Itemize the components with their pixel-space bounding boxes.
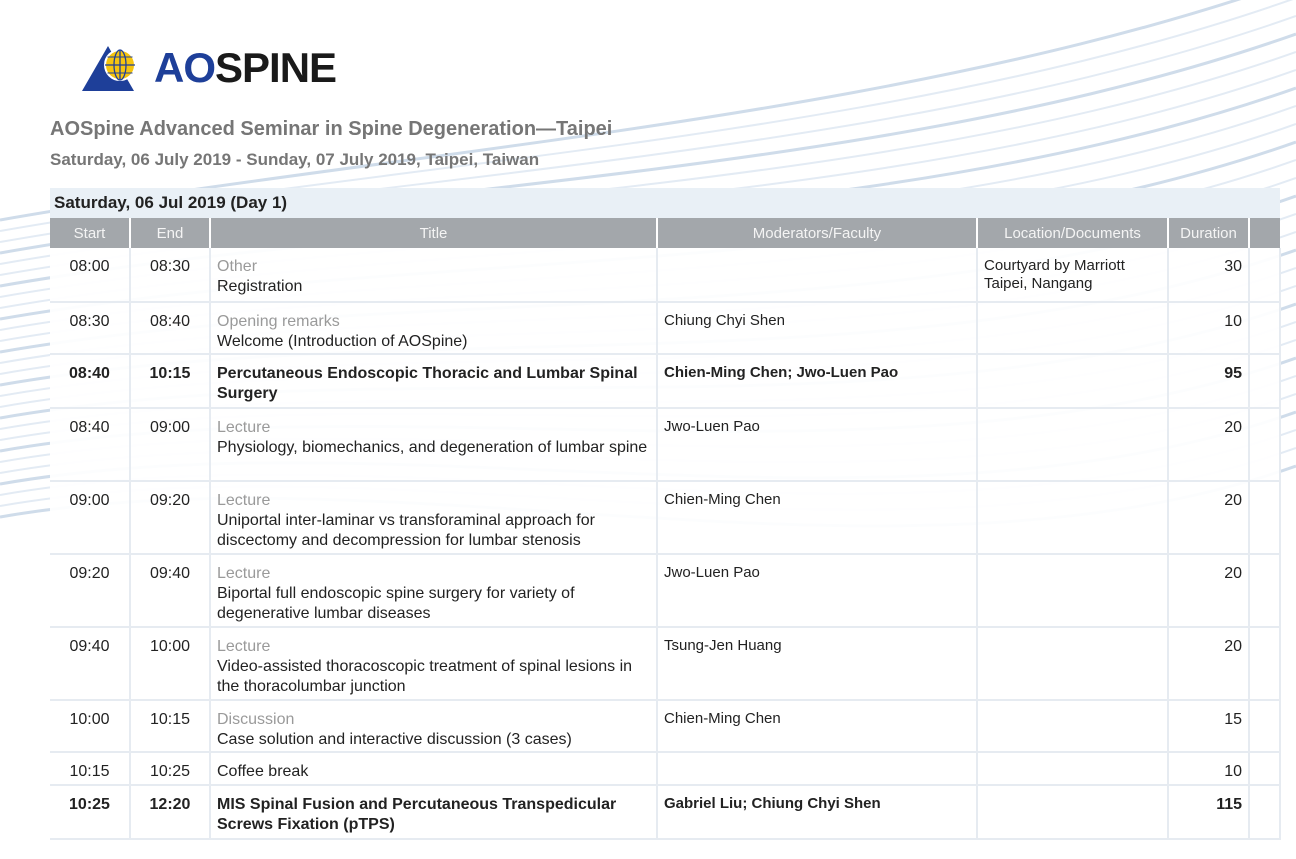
moderators-cell: Gabriel Liu; Chiung Chyi Shen	[657, 785, 977, 839]
start-time: 09:20	[50, 554, 130, 627]
end-time: 10:15	[130, 354, 210, 408]
break-row	[50, 752, 1280, 785]
table-header-row	[50, 218, 1280, 248]
moderators-cell	[657, 752, 977, 785]
moderators-cell: Chien-Ming Chen	[657, 700, 977, 752]
logo-text-spine: SPINE	[215, 44, 337, 91]
item-title: MIS Spinal Fusion and Percutaneous Transpedicular Screws Fixation (pTPS)	[217, 796, 617, 833]
location-cell: Courtyard by Marriott Taipei, Nangang	[977, 248, 1168, 302]
start-time: 10:25	[50, 785, 130, 839]
column-header-start: Start	[50, 218, 130, 248]
aospine-logo	[80, 42, 336, 94]
schedule-table	[50, 218, 1281, 840]
item-category: Lecture	[217, 492, 271, 509]
item-category: Lecture	[217, 419, 271, 436]
column-header-location: Location/Documents	[977, 218, 1168, 248]
item-title: Video-assisted thoracoscopic treatment of spinal lesions in the thoracolumbar junction	[217, 658, 633, 695]
start-time: 08:40	[50, 408, 130, 481]
item-category: Opening remarks	[217, 313, 340, 330]
title-cell	[210, 302, 657, 354]
location-cell	[977, 354, 1168, 408]
duration-cell: 95	[1168, 354, 1249, 408]
filler-cell	[1249, 627, 1280, 700]
day-header: Saturday, 06 Jul 2019 (Day 1)	[50, 188, 1280, 218]
title-cell	[210, 627, 657, 700]
logo-text-ao: AO	[154, 44, 215, 91]
table-row	[50, 248, 1280, 302]
end-time: 10:25	[130, 752, 210, 785]
filler-cell	[1249, 554, 1280, 627]
location-cell	[977, 627, 1168, 700]
item-category: Lecture	[217, 565, 271, 582]
start-time: 09:40	[50, 627, 130, 700]
item-title: Coffee break	[217, 763, 309, 780]
globe-triangle-icon	[80, 43, 142, 93]
event-dates: Saturday, 06 July 2019 - Sunday, 07 July 2019, Taipei, Taiwan	[50, 150, 540, 169]
filler-cell	[1249, 408, 1280, 481]
end-time: 09:40	[130, 554, 210, 627]
filler-cell	[1249, 354, 1280, 408]
table-row	[50, 627, 1280, 700]
duration-cell: 20	[1168, 408, 1249, 481]
filler-cell	[1249, 752, 1280, 785]
location-cell	[977, 302, 1168, 354]
start-time: 08:00	[50, 248, 130, 302]
moderators-cell: Chiung Chyi Shen	[657, 302, 977, 354]
filler-cell	[1249, 481, 1280, 554]
start-time: 09:00	[50, 481, 130, 554]
item-title: Case solution and interactive discussion (3 cases)	[217, 731, 572, 748]
table-row	[50, 302, 1280, 354]
session-row	[50, 785, 1280, 839]
duration-cell: 10	[1168, 302, 1249, 354]
table-row	[50, 700, 1280, 752]
location-cell	[977, 752, 1168, 785]
location-cell	[977, 554, 1168, 627]
column-header-end: End	[130, 218, 210, 248]
background-wave-line	[0, 0, 1296, 220]
duration-cell: 20	[1168, 481, 1249, 554]
item-title: Physiology, biomechanics, and degeneration of lumbar spine	[217, 439, 648, 456]
filler-cell	[1249, 700, 1280, 752]
column-header-moderators: Moderators/Faculty	[657, 218, 977, 248]
day-schedule	[50, 188, 1280, 840]
title-cell	[210, 785, 657, 839]
moderators-cell: Chien-Ming Chen	[657, 481, 977, 554]
title-cell	[210, 752, 657, 785]
end-time: 09:00	[130, 408, 210, 481]
moderators-cell: Chien-Ming Chen; Jwo-Luen Pao	[657, 354, 977, 408]
item-category: Discussion	[217, 711, 295, 728]
event-title: AOSpine Advanced Seminar in Spine Degeneration—Taipei	[50, 118, 613, 140]
start-time: 08:30	[50, 302, 130, 354]
session-row	[50, 354, 1280, 408]
moderators-cell: Jwo-Luen Pao	[657, 408, 977, 481]
duration-cell: 15	[1168, 700, 1249, 752]
table-row	[50, 554, 1280, 627]
table-row	[50, 408, 1280, 481]
duration-cell: 20	[1168, 554, 1249, 627]
filler-cell	[1249, 785, 1280, 839]
title-cell	[210, 248, 657, 302]
end-time: 10:15	[130, 700, 210, 752]
moderators-cell	[657, 248, 977, 302]
location-cell	[977, 408, 1168, 481]
end-time: 08:30	[130, 248, 210, 302]
item-title: Biportal full endoscopic spine surgery for variety of degenerative lumbar diseases	[217, 585, 575, 622]
item-title: Percutaneous Endoscopic Thoracic and Lumbar Spinal Surgery	[217, 365, 638, 402]
item-category: Lecture	[217, 638, 271, 655]
end-time: 12:20	[130, 785, 210, 839]
moderators-cell: Jwo-Luen Pao	[657, 554, 977, 627]
start-time: 10:00	[50, 700, 130, 752]
moderators-cell: Tsung-Jen Huang	[657, 627, 977, 700]
end-time: 10:00	[130, 627, 210, 700]
location-cell	[977, 481, 1168, 554]
duration-cell: 10	[1168, 752, 1249, 785]
column-header-duration: Duration	[1168, 218, 1249, 248]
logo-wordmark	[154, 44, 337, 91]
location-cell	[977, 700, 1168, 752]
item-title: Welcome (Introduction of AOSpine)	[217, 333, 468, 350]
filler-cell	[1249, 302, 1280, 354]
end-time: 09:20	[130, 481, 210, 554]
title-cell	[210, 700, 657, 752]
table-row	[50, 481, 1280, 554]
item-title: Uniportal inter-laminar vs transforaminal approach for discectomy and decompression for lumbar stenosis	[217, 512, 595, 549]
filler-cell	[1249, 248, 1280, 302]
location-cell	[977, 785, 1168, 839]
item-title: Registration	[217, 278, 303, 295]
column-header-title: Title	[210, 218, 657, 248]
title-cell	[210, 354, 657, 408]
item-category: Other	[217, 258, 258, 275]
title-cell	[210, 408, 657, 481]
duration-cell: 20	[1168, 627, 1249, 700]
start-time: 08:40	[50, 354, 130, 408]
column-header-filler	[1249, 218, 1280, 248]
title-cell	[210, 554, 657, 627]
end-time: 08:40	[130, 302, 210, 354]
title-cell	[210, 481, 657, 554]
duration-cell: 30	[1168, 248, 1249, 302]
duration-cell: 115	[1168, 785, 1249, 839]
start-time: 10:15	[50, 752, 130, 785]
